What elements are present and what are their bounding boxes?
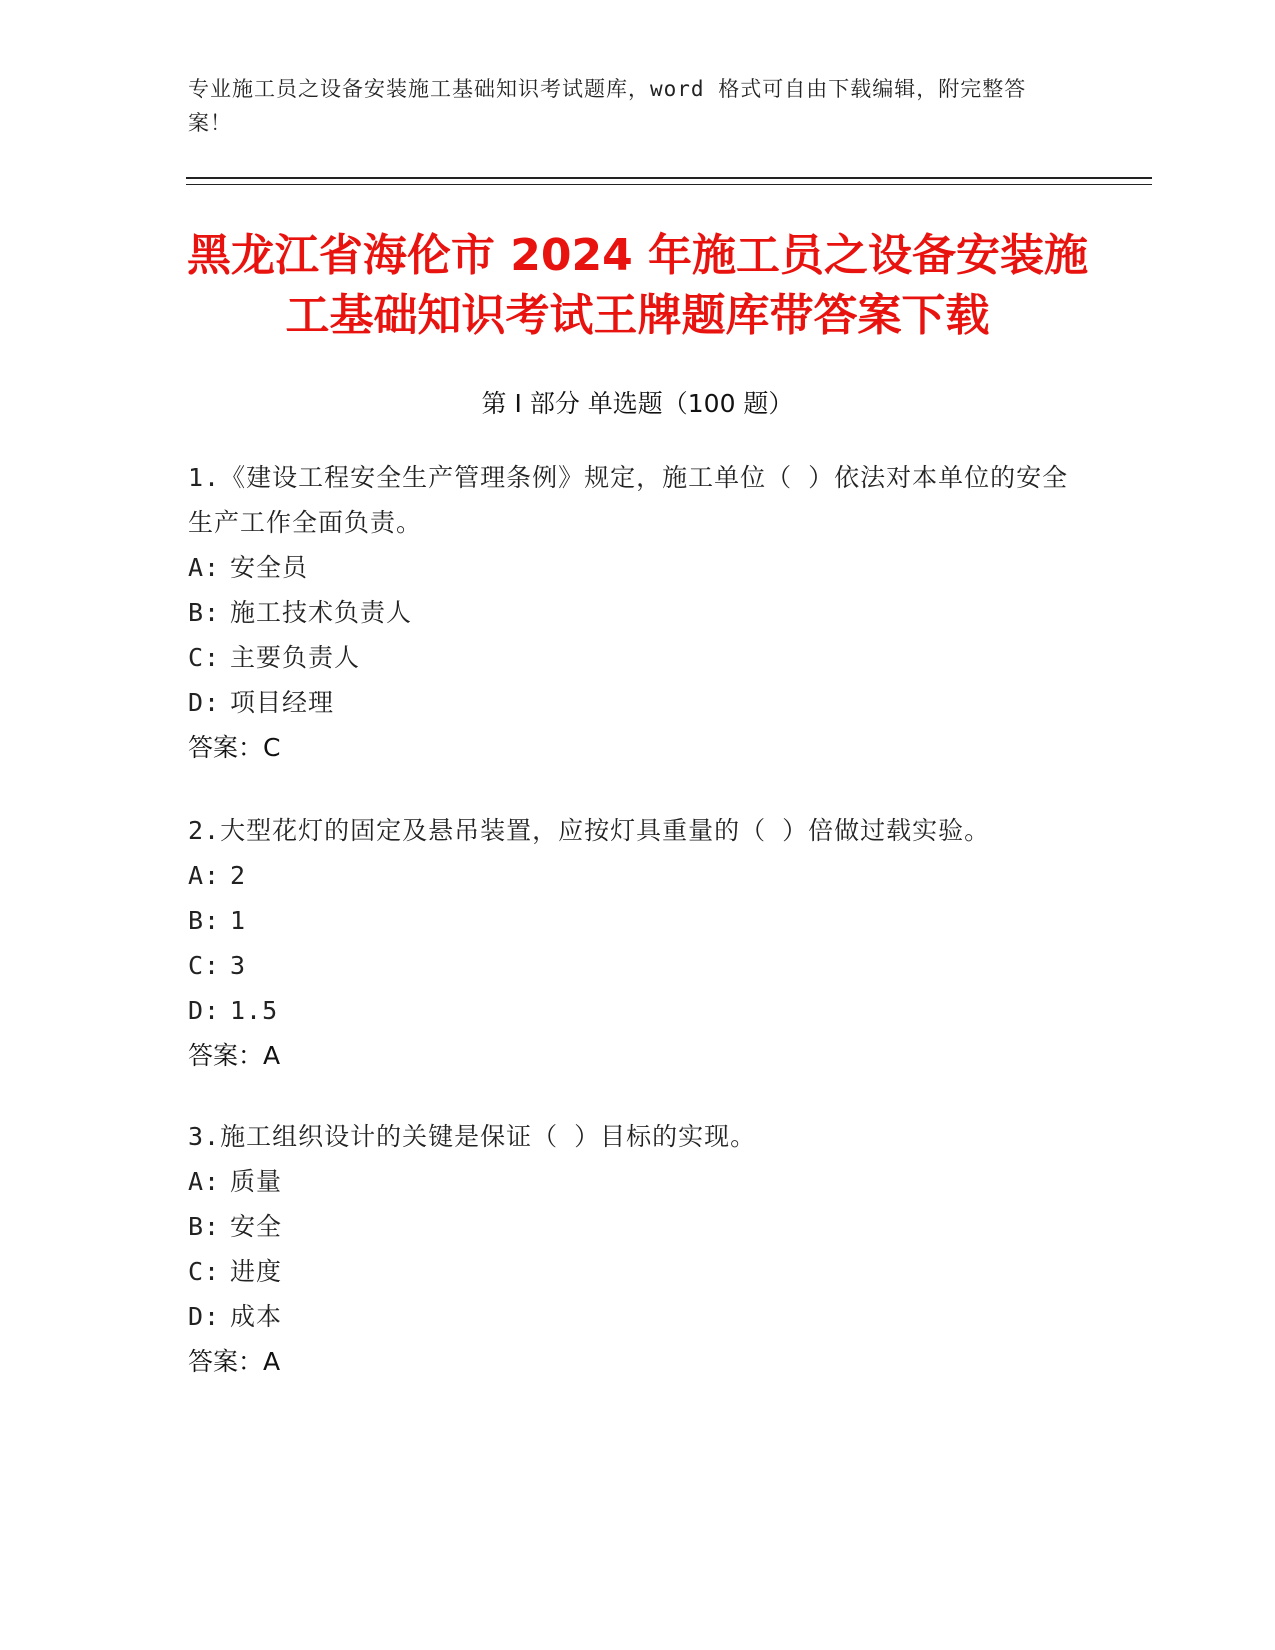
option-letter: A: — [188, 553, 221, 582]
option-a — [188, 545, 1088, 590]
option-letter: D: — [188, 688, 221, 717]
option-text: 进度 — [230, 1257, 283, 1286]
question-stem — [188, 1114, 1088, 1159]
option-letter: C: — [188, 643, 221, 672]
option-letter: A: — [188, 1167, 221, 1196]
option-text: 2 — [230, 861, 247, 890]
option-text: 安全 — [230, 1212, 283, 1241]
option-text: 项目经理 — [230, 688, 335, 717]
option-letter: B: — [188, 906, 221, 935]
option-text: 施工技术负责人 — [230, 598, 413, 627]
question-stem — [188, 808, 1088, 853]
answer-line: 答案：A — [188, 1347, 281, 1376]
document-title-line-1: 黑龙江省海伦市 2024 年施工员之设备安装施 — [186, 230, 1089, 281]
document-title — [150, 226, 1125, 346]
option-text: 质量 — [230, 1167, 283, 1196]
question-text: 施工组织设计的关键是保证（ ）目标的实现。 — [220, 1122, 757, 1151]
option-text: 1.5 — [230, 996, 279, 1025]
option-letter: D: — [188, 996, 221, 1025]
answer-line: 答案：A — [188, 1041, 281, 1070]
option-letter: D: — [188, 1302, 221, 1331]
header-note: 专业施工员之设备安装施工基础知识考试题库，word 格式可自由下载编辑，附完整答案！ — [188, 77, 1027, 135]
option-letter: B: — [188, 1212, 221, 1241]
option-text: 1 — [230, 906, 247, 935]
option-d — [188, 680, 1088, 725]
option-b — [188, 590, 1088, 635]
question-number: 2. — [188, 816, 221, 845]
option-letter: B: — [188, 598, 221, 627]
question-stem — [188, 455, 1088, 545]
option-text: 成本 — [230, 1302, 283, 1331]
question-2 — [188, 808, 1088, 1078]
option-letter: A: — [188, 861, 221, 890]
section-title: 第 I 部分 单选题（100 题） — [481, 389, 794, 418]
header-divider-thin — [186, 184, 1152, 185]
option-text: 主要负责人 — [230, 643, 361, 672]
option-letter: C: — [188, 1257, 221, 1286]
document-title-line-2: 工基础知识考试王牌题库带答案下载 — [285, 290, 990, 341]
answer-line: 答案：C — [188, 733, 281, 762]
header-divider-thick — [186, 177, 1152, 179]
option-b — [188, 898, 1088, 943]
option-c — [188, 635, 1088, 680]
option-c — [188, 1249, 1088, 1294]
question-number: 3. — [188, 1122, 221, 1151]
option-a — [188, 1159, 1088, 1204]
option-b — [188, 1204, 1088, 1249]
option-d — [188, 1294, 1088, 1339]
question-text: 《建设工程安全生产管理条例》规定，施工单位（ ）依法对本单位的安全生产工作全面负责。 — [188, 463, 1069, 537]
question-1 — [188, 455, 1088, 770]
question-number: 1. — [188, 463, 221, 492]
option-text: 安全员 — [230, 553, 309, 582]
option-letter: C: — [188, 951, 221, 980]
option-text: 3 — [230, 951, 247, 980]
question-text: 大型花灯的固定及悬吊装置，应按灯具重量的（ ）倍做过载实验。 — [220, 816, 991, 845]
option-a — [188, 853, 1088, 898]
option-c — [188, 943, 1088, 988]
option-d — [188, 988, 1088, 1033]
question-3 — [188, 1114, 1088, 1384]
